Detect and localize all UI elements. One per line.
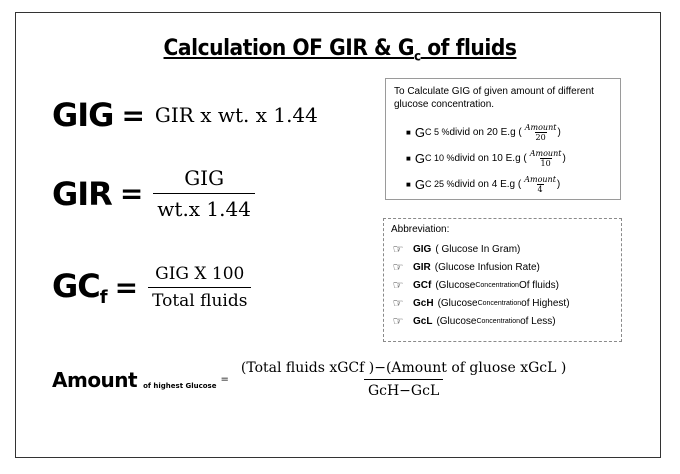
gcf-subscript: f xyxy=(99,287,107,308)
abbreviation-row: ☞ GCf (Glucose Concentration Of fluids) xyxy=(392,278,559,292)
list-item: ■ G C 5 % divid on 20 E.g ( Amount 20 ) xyxy=(406,122,561,142)
amount-subscript: of highest Glucose xyxy=(143,381,217,390)
abbreviation-row: ☞ GIR (Glucose Infusion Rate) xyxy=(392,260,540,274)
amount-fraction: Amount 4 xyxy=(524,174,556,194)
concentration-list xyxy=(394,119,612,197)
gir-fraction xyxy=(153,166,255,221)
pointing-hand-icon: ☞ xyxy=(392,260,404,274)
gir-label: GIR xyxy=(52,174,112,213)
equals-sign: = xyxy=(220,374,229,385)
bullet-icon: ■ xyxy=(406,153,411,163)
amount-fraction: Amount 10 xyxy=(529,148,562,168)
gir-equation xyxy=(52,166,255,221)
bullet-icon: ■ xyxy=(406,179,411,189)
fraction-denominator: GcH−GcL xyxy=(364,379,443,399)
gig-label: GIG xyxy=(52,96,114,134)
fraction-numerator: GIG xyxy=(184,166,225,190)
pointing-hand-icon: ☞ xyxy=(392,278,404,292)
equals-sign: = xyxy=(114,271,139,304)
amount-fraction: Amount 20 xyxy=(524,122,557,142)
gcf-fraction xyxy=(148,264,251,311)
gig-calculation-box xyxy=(385,78,621,200)
equals-sign: = xyxy=(119,177,144,210)
page-title: Calculation OF GIR & $G_c$ of fluids xyxy=(163,36,517,65)
pointing-hand-icon: ☞ xyxy=(392,296,404,310)
abbreviation-heading: Abbreviation: xyxy=(391,224,450,235)
gcf-label: $GC_f$ xyxy=(52,267,107,308)
abbreviation-row: ☞ GIG ( Glucose In Gram) xyxy=(392,242,521,256)
fraction-numerator: (Total fluids xGCf )−(Amount of gluose xGcL ) xyxy=(240,360,567,376)
gcf-equation xyxy=(52,264,251,311)
list-item: ■ G C 10 % divid on 10 E.g ( Amount 10 ) xyxy=(406,148,566,168)
title-subscript: c xyxy=(413,49,421,65)
gig-formula: GIR x wt. x 1.44 xyxy=(154,103,318,127)
pointing-hand-icon: ☞ xyxy=(392,242,404,256)
pointing-hand-icon: ☞ xyxy=(392,314,404,328)
amount-label: Amount xyxy=(52,367,138,392)
fraction-denominator: Total fluids xyxy=(148,287,251,311)
fraction-numerator: GIG X 100 xyxy=(155,264,245,284)
list-item: ■ G C 25 % divid on 4 E.g ( Amount 4 ) xyxy=(406,174,561,194)
bullet-icon: ■ xyxy=(406,127,411,137)
box-intro: To Calculate GIG of given amount of different glucose concentration. xyxy=(394,86,594,110)
abbreviation-row: ☞ GcH (Glucose Concentration of Highest) xyxy=(392,296,570,310)
abbreviation-box xyxy=(383,218,622,342)
amount-fraction xyxy=(237,360,570,399)
fraction-denominator: wt.x 1.44 xyxy=(153,193,255,221)
equals-sign: = xyxy=(121,98,145,132)
abbreviation-row: ☞ GcL (Glucose Concentration of Less) xyxy=(392,314,556,328)
gig-equation xyxy=(52,96,318,134)
amount-equation xyxy=(52,360,570,399)
